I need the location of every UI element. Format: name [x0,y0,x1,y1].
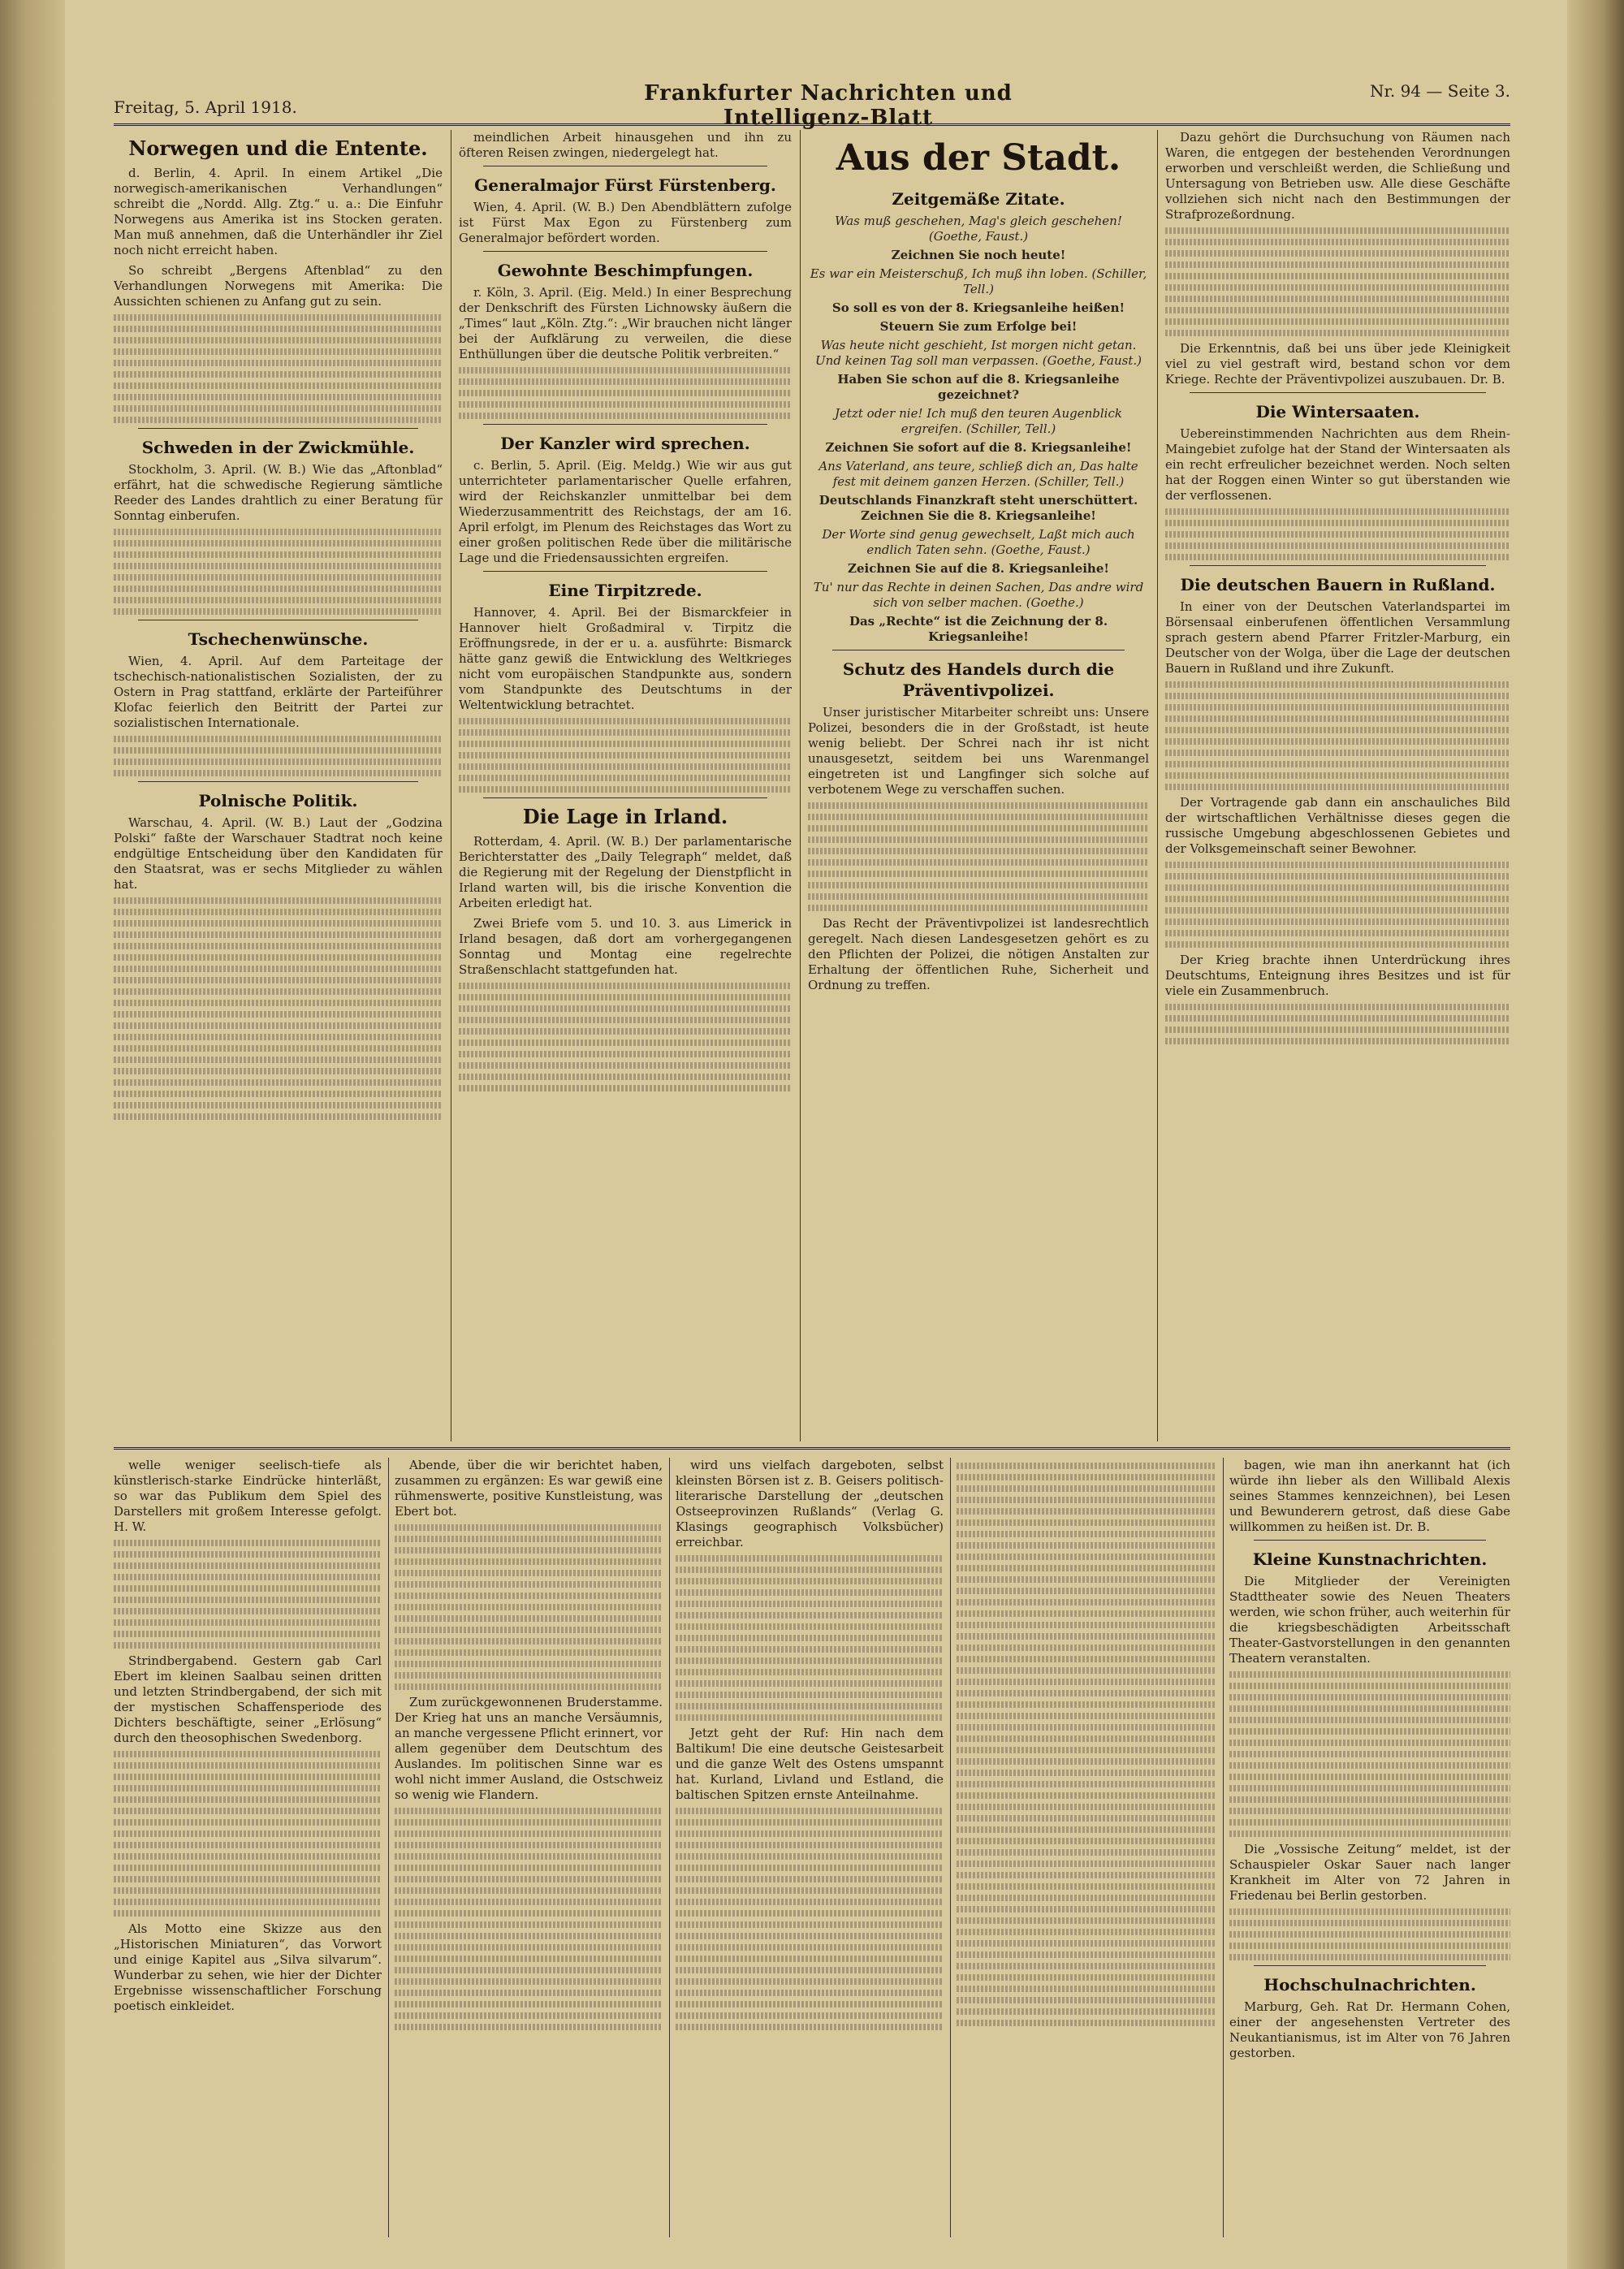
lower-column-1 [114,1458,382,2237]
article-text: welle weniger seelisch-tiefe als künstlerisch-starke Eindrücke hinterläßt, so war das Publikum dem Spiel des Darstellers mit großem Interesse gefolgt. H. W. [114,1458,382,1534]
article-text: d. Berlin, 4. April. In einem Artikel „Die norwegisch-amerikanischen Verhandlungen“ schreibt die „Nordd. Allg. Ztg.“ u. a.: Die Einfuhr Norwegens aus Amerika ist ins Stocken geraten. Man muß annehmen, daß die Unterhändler ihr Ziel noch nicht erreicht haben. [114,166,443,257]
masthead: Frankfurter Nachrichten und Intelligenz-Blatt [644,81,1013,130]
article-text: c. Berlin, 5. April. (Eig. Meldg.) Wie wir aus gut unterrichteter parlamentarischer Quelle erfahren, wird der Reichskanzler unmittelbar bei dem Wiederzusammentritt des Reichstags, der am 16. April erfolgt, im Plenum des Reichstages das Wort zu einer großen politischen Rede über die militärische Lage und die Friedensaussichten ergreifen. [459,458,792,565]
article-text: Uebereinstimmenden Nachrichten aus dem Rhein-Maingebiet zufolge hat der Stand der Wintersaaten als ein recht erfreulicher bezeichnet werden. Noch selten hat der Roggen einen Winter so gut überstanden wie der verflossenen. [1165,426,1510,503]
column-1 [114,130,443,1441]
article-text: Warschau, 4. April. (W. B.) Laut der „Godzina Polski“ faßte der Warschauer Stadtrat noch keine endgültige Entscheidung über den Kandidaten für den Staatsrat, was er sechs Mitglieder zu wählen hat. [114,815,443,892]
article-text: r. Köln, 3. April. (Eig. Meld.) In einer Besprechung der Denkschrift des Fürsten Lichnowsky äußern die „Times“ laut „Köln. Ztg.“: „Wir brauchen nicht länger bei der Aufklärung zu verweilen, die diese Enthüllungen über die deutsche Politik verbreiten.“ [459,285,792,361]
headline-wintersaaten: Die Wintersaaten. [1255,402,1420,421]
article-text: Hannover, 4. April. Bei der Bismarckfeier in Hannover hielt Großadmiral v. Tirpitz die Eröffnungsrede, in der er u. a. ausführte: Bismarck hätte ganz gewiß die Entwicklung des Weltkrieges nicht vom europäischen Standpunkte aus, sondern vom Standpunkte des Deutschtums in der Weltentwicklung betrachtet. [459,605,792,712]
article-text: Das Recht der Präventivpolizei ist landesrechtlich geregelt. Nach diesen Landesgesetzen gehört es zu den Pflichten der Polizei, die nötigen Anstalten zur Erhaltung der öffentlichen Ruhe, Sicherheit und Ordnung zu treffen. [808,916,1149,992]
quote: Ans Vaterland, ans teure, schließ dich an, Das halte fest mit deinem ganzen Herzen. (Schiller, Tell.) [818,459,1138,489]
issue-date: Freitag, 5. April 1918. [114,97,297,117]
column-3 [808,130,1149,1441]
slogan: Zeichnen Sie noch heute! [891,248,1066,262]
article-text: Die Erkenntnis, daß bei uns über jede Kleinigkeit viel zu viel gestraft wird, bestand schon vor dem Kriege. Rechte der Präventivpolizei auszubauen. Dr. B. [1165,341,1510,387]
headline-tirpitzrede: Eine Tirpitzrede. [548,581,702,600]
slogan: Haben Sie schon auf die 8. Kriegsanleihe gezeichnet? [837,372,1120,402]
slogan: Das „Rechte“ ist die Zeichnung der 8. Kriegsanleihe! [849,614,1108,644]
article-text: bagen, wie man ihn anerkannt hat (ich würde ihn lieber als den Willibald Alexis seines Stammes kennzeichnen), bei Lesen und Bewunderern getrost, daß diese Gabe willkommen zu heißen ist. Dr. B. [1229,1458,1510,1534]
headline-kanzler: Der Kanzler wird sprechen. [500,434,750,453]
article-text: In einer von der Deutschen Vaterlandspartei im Börsensaal einberufenen öffentlichen Versammlung sprach gestern abend Pfarrer Fritzler-Marburg, ein Deutscher von der Wolga, über die Lage der deutschen Bauern in Rußland und ihre Zukunft. [1165,599,1510,676]
headline-beschimpfungen: Gewohnte Beschimpfungen. [497,261,754,280]
lower-column-4 [957,1458,1216,2237]
article-text: Der Krieg brachte ihnen Unterdrückung ihres Deutschtums, Enteignung ihres Besitzes und ist für viele ein Zusammenbruch. [1165,953,1510,998]
article-text: Rotterdam, 4. April. (W. B.) Der parlamentarische Berichterstatter des „Daily Telegraph“ meldet, daß die Regierung mit der Regelung der Dienstpflicht in Irland warten will, bis die irische Konvention die Arbeiten erledigt hat. [459,834,792,910]
page-header [114,75,1510,130]
headline-schutz-des-handels: Schutz des Handels durch die Präventivpolizei. [842,659,1115,700]
article-text: Unser juristischer Mitarbeiter schreibt uns: Unsere Polizei, besonders die in der Großstadt, ist heute wenig beliebt. Der Schrei nach ihr ist nicht unausgesetzt, seitdem bei uns Warenmangel eingetreten ist und Langfinger sich solche auf verbotenem Wege zu verschaffen suchen. [808,705,1149,797]
headline-zitate: Zeitgemäße Zitate. [892,189,1065,209]
lower-column-3 [676,1458,944,2237]
lower-column-2 [395,1458,663,2237]
headline-hochschulnachrichten: Hochschulnachrichten. [1263,1975,1476,1995]
article-text: Zwei Briefe vom 5. und 10. 3. aus Limerick in Irland besagen, daß dort am vorhergegangenen Sonntag und Montag eine regelrechte Straßenschlacht stattgefunden hat. [459,916,792,977]
article-text: Zum zurückgewonnenen Bruderstamme. Der Krieg hat uns an manche Versäumnis, an manche vergessene Pflicht erinnert, vor allem gegenüber dem Deutschtum des Auslandes. Im politischen Sinne war es wohl nicht immer Ausland, die Ostschweiz so wenig wie Flandern. [395,1695,663,1802]
article-text: Jetzt geht der Ruf: Hin nach dem Baltikum! Die eine deutsche Geistesarbeit und die ganze Welt des Ostens umspannt hat. Kurland, Livland und Estland, die baltischen Spitzen ernste Anteilnahme. [676,1726,944,1802]
article-text: Abende, über die wir berichtet haben, zusammen zu ergänzen: Es war gewiß eine rühmenswerte, positive Kunstleistung, was Ebert bot. [395,1458,663,1519]
slogan: Steuern Sie zum Erfolge bei! [879,319,1078,334]
headline-schweden: Schweden in der Zwickmühle. [141,438,415,457]
quote: Was muß geschehen, Mag's gleich geschehen! (Goethe, Faust.) [835,214,1122,244]
article-text: Als Motto eine Skizze aus den „Historischen Miniaturen“, das Vorwort und einige Kapitel aus „Silva silvarum“. Wunderbar zu sehen, wie hier der Dichter Ergebnisse wissenschaftlicher Forschung poetisch einkleidet. [114,1921,382,2013]
book-gutter [0,0,65,2269]
article-text: Dazu gehört die Durchsuchung von Räumen nach Waren, die entgegen der bestehenden Verordnungen erworben und verschleißt werden, die Schließung und Untersagung von Betrieben usw. Alle diese Geschäfte vollziehen sich nicht nach den Bestimmungen der Strafprozeßordnung. [1165,130,1510,222]
column-2 [459,130,792,1441]
article-text: Wien, 4. April. (W. B.) Den Abendblättern zufolge ist Fürst Max Egon zu Fürstenberg zum Generalmajor befördert worden. [459,200,792,245]
article-text: So schreibt „Bergens Aftenblad“ zu den Verhandlungen Norwegens mit Amerika: Die Aussichten schienen zu Anfang gut zu sein. [114,263,443,309]
slogan: So soll es von der 8. Kriegsanleihe heißen! [831,300,1125,315]
column-4 [1165,130,1510,1441]
article-text: meindlichen Arbeit hinausgehen und ihn zu öfteren Reisen zwingen, niedergelegt hat. [459,130,792,160]
article-text: Stockholm, 3. April. (W. B.) Wie das „Aftonblad“ erfährt, hat die schwedische Regierung sämtliche Reeder des Landes drahtlich zu einer Beratung für Sonntag einberufen. [114,462,443,523]
headline-irland: Die Lage in Irland. [522,805,728,828]
quote: Jetzt oder nie! Ich muß den teuren Augenblick ergreifen. (Schiller, Tell.) [835,406,1122,436]
article-text: Die Mitglieder der Vereinigten Stadttheater sowie des Neuen Theaters werden, wie schon früher, auch weiterhin für die kriegsbeschädigten Arbeitsschaft Theater-Gastvorstellungen in den genannten Theatern veranstalten. [1229,1574,1510,1666]
article-text: Die „Vossische Zeitung“ meldet, ist der Schauspieler Oskar Sauer nach langer Krankheit im Alter von 72 Jahren in Friedenau bei Berlin gestorben. [1229,1842,1510,1903]
page-reference: Nr. 94 — Seite 3. [1370,81,1510,101]
headline-deutsche-bauern: Die deutschen Bauern in Rußland. [1180,575,1496,594]
quote: Es war ein Meisterschuß, Ich muß ihn loben. (Schiller, Tell.) [810,266,1147,296]
quote: Der Worte sind genug gewechselt, Laßt mich auch endlich Taten sehn. (Goethe, Faust.) [822,527,1135,557]
article-text: Strindbergabend. Gestern gab Carl Ebert im kleinen Saalbau seinen dritten und letzten Strindbergabend, der sich mit der mystischen Schaffensperiode des Dichters beschäftigte, seiner „Erlösung“ durch den theosophischen Swedenborg. [114,1653,382,1745]
slogan: Zeichnen Sie sofort auf die 8. Kriegsanleihe! [825,440,1132,455]
slogan: Deutschlands Finanzkraft steht unerschüttert. Zeichnen Sie die 8. Kriegsanleihe! [818,493,1138,523]
headline-polnische-politik: Polnische Politik. [198,791,358,810]
headline-norwegen: Norwegen und die Entente. [128,136,428,160]
slogan: Zeichnen Sie auf die 8. Kriegsanleihe! [848,561,1109,576]
article-text: Wien, 4. April. Auf dem Parteitage der tschechisch-nationalistischen Sozialisten, der zu Ostern in Prag stattfand, erklärte der Parteiführer Klofac feierlich den Beitritt der Partei zur sozialistischen Internationale. [114,654,443,730]
headline-fuerstenberg: Generalmajor Fürst Fürstenberg. [474,175,776,195]
headline-aus-der-stadt: Aus der Stadt. [836,137,1121,179]
page-edge [1567,0,1624,2269]
lower-column-5 [1229,1458,1510,2237]
article-text: Marburg, Geh. Rat Dr. Hermann Cohen, einer der angesehensten Vertreter des Neukantianismus, ist im Alter von 76 Jahren gestorben. [1229,1999,1510,2060]
quote: Was heute nicht geschieht, Ist morgen nicht getan. Und keinen Tag soll man verpassen. (Goethe, Faust.) [815,338,1142,368]
article-text: Der Vortragende gab dann ein anschauliches Bild der wirtschaftlichen Verhältnisse dieses gegen die russische Umgebung abgeschlossenen Gebietes und der Volksgemeinschaft seiner Bewohner. [1165,795,1510,856]
quote: Tu' nur das Rechte in deinen Sachen, Das andre wird sich von selber machen. (Goethe.) [813,580,1144,610]
headline-kunstnachrichten: Kleine Kunstnachrichten. [1252,1549,1488,1569]
headline-tschechen: Tschechenwünsche. [188,629,369,649]
article-text: wird uns vielfach dargeboten, selbst kleinsten Börsen ist z. B. Geisers politisch-literarische Darstellung der „deutschen Ostseeprovinzen Rußlands“ (Verlag G. Klasings geographisch Volksbücher) erreichbar. [676,1458,944,1549]
